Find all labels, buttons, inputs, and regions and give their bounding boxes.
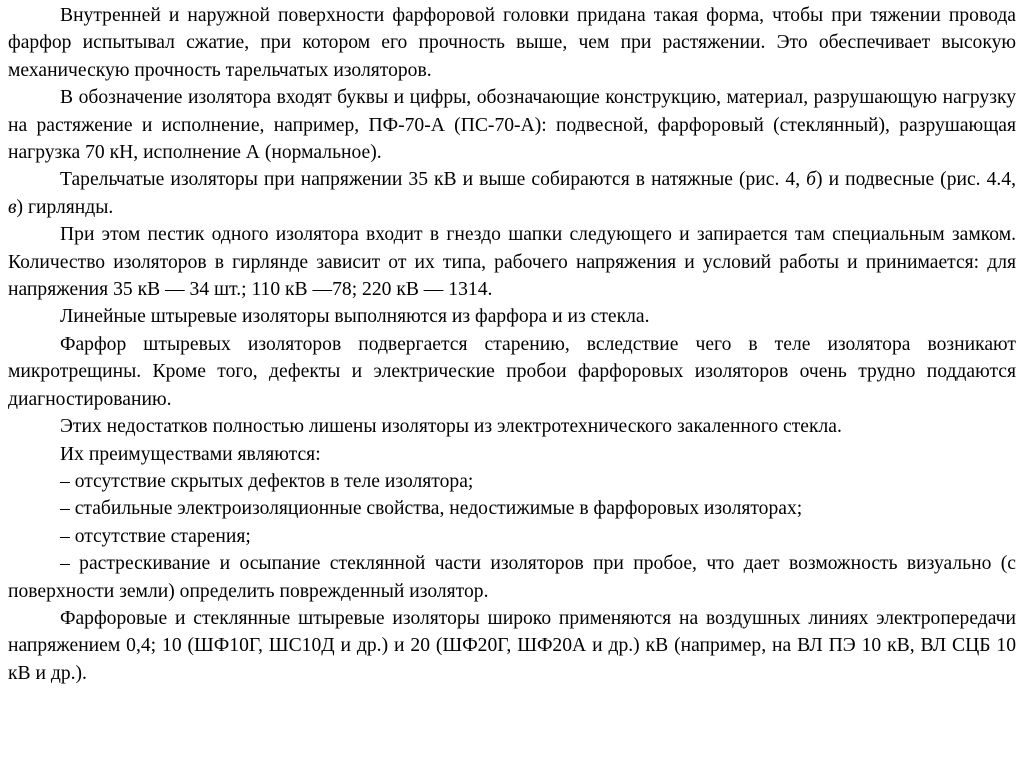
paragraph-text-segment: ) и подвесные (рис. 4.4,	[816, 169, 1017, 191]
paragraph-porcelain-aging: Фарфор штыревых изоляторов подвергается старению, вследствие чего в теле изолятора возникают микротрещины. Кроме того, дефекты и электрические пробои фарфоровых изоляторов очень трудно поддаются диагностированию.	[8, 333, 1016, 410]
paragraph-insulator-designation: В обозначение изолятора входят буквы и цифры, обозначающие конструкцию, материал, разрушающую нагрузку на растяжение и исполнение, например, ПФ-70-А (ПС-70-А): подвесной, фарфоровый (стеклянный), разрушающая нагрузка 70 кН, исполнение А (нормальное).	[8, 87, 1016, 164]
paragraph-advantages-heading: Их преимуществами являются:	[60, 443, 321, 465]
paragraph-glass-insulators: Этих недостатков полностью лишены изоляторы из электротехнического закаленного стекла.	[60, 416, 842, 438]
list-item-stable-properties: – стабильные электроизоляционные свойства, недостижимые в фарфоровых изоляторах;	[60, 498, 803, 520]
figure-reference-italic: в	[8, 196, 17, 218]
paragraph-porcelain-head-shape: Внутренней и наружной поверхности фарфоровой головки придана такая форма, чтобы при тяжении провода фарфор испытывал сжатие, при котором его прочность выше, чем при растяжении. Это обеспечивает высокую механическую прочность тарельчатых изоляторов.	[8, 5, 1016, 81]
paragraph-insulator-strings	[8, 166, 1016, 221]
document-page	[8, 2, 1016, 687]
paragraph-applications: Фарфоровые и стеклянные штыревые изоляторы широко применяются на воздушных линиях электропередачи напряжением 0,4; 10 (ШФ10Г, ШС10Д и др.) и 20 (ШФ20Г, ШФ20А и др.) кВ (например, на ВЛ ПЭ 10 кВ, ВЛ СЦБ 10 кВ и др.).	[8, 607, 1016, 684]
list-item-no-hidden-defects: – отсутствие скрытых дефектов в теле изолятора;	[60, 470, 474, 492]
paragraph-text-segment: ) гирлянды.	[16, 196, 114, 218]
paragraph-string-assembly: При этом пестик одного изолятора входит в гнездо шапки следующего и запирается там специальным замком. Количество изоляторов в гирлянде зависит от их типа, рабочего напряжения и условий работы и принимается: для напряжения 35 кВ — 34 шт.; 110 кВ —78; 220 кВ — 1314.	[8, 224, 1016, 301]
paragraph-pin-insulators: Линейные штыревые изоляторы выполняются из фарфора и из стекла.	[60, 306, 650, 328]
list-item-visual-detection: – растрескивание и осыпание стеклянной части изоляторов при пробое, что дает возможность визуально (с поверхности земли) определить поврежденный изолятор.	[8, 553, 1016, 602]
list-item-no-aging: – отсутствие старения;	[60, 525, 251, 547]
paragraph-text-segment: Тарельчатые изоляторы при напряжении 35 кВ и выше собираются в натяжные (рис. 4,	[60, 169, 807, 191]
figure-reference-italic: б	[806, 169, 817, 191]
